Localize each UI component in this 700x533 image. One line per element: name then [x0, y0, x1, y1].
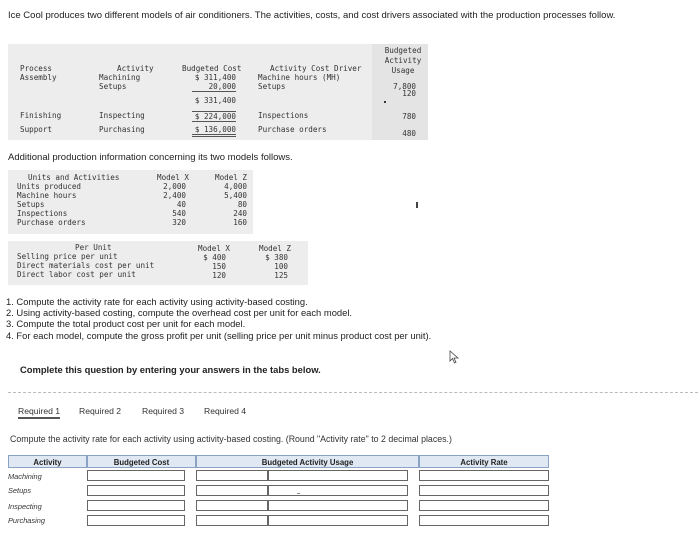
- col-process: Process: [20, 64, 53, 73]
- per-unit-row-z: $ 380: [265, 253, 288, 262]
- row-activity-inspecting: Inspecting: [99, 111, 145, 120]
- units-row-x: 40: [176, 200, 186, 209]
- per-unit-col-model-x: Model X: [198, 244, 231, 253]
- row-activity-purchasing: Purchasing: [99, 125, 145, 134]
- units-row-label: Inspections: [17, 209, 68, 218]
- per-unit-row-label: Direct labor cost per unit: [17, 270, 136, 279]
- activity-rate-input[interactable]: [419, 470, 549, 481]
- grid-row-label: Machining: [8, 472, 42, 481]
- units-col-model-x: Model X: [157, 173, 190, 182]
- units-row-z: 5,400: [224, 191, 247, 200]
- tabs-bar: [8, 392, 698, 427]
- row-driver-inspecting: Inspections: [258, 111, 309, 120]
- row-usage-setups: 120: [402, 89, 416, 98]
- per-unit-row-x: $ 400: [203, 253, 226, 262]
- budgeted-cost-input[interactable]: [87, 470, 185, 481]
- question-2: 2. Using activity-based costing, compute the overhead cost per unit for each model.: [6, 307, 353, 319]
- row-process-assembly: Assembly: [20, 73, 57, 82]
- grid-row-label: Purchasing: [8, 516, 45, 525]
- per-unit-row-x: 120: [212, 271, 226, 280]
- col-budgeted-cost: Budgeted Cost: [182, 64, 242, 73]
- grid-header-usage: Budgeted Activity Usage: [196, 455, 419, 468]
- complete-instruction: Complete this question by entering your answers in the tabs below.: [20, 364, 321, 375]
- row-driver-purchasing: Purchase orders: [258, 125, 327, 134]
- usage-unit-input[interactable]: [268, 515, 408, 526]
- activity-rate-input[interactable]: [419, 500, 549, 511]
- activity-rate-input[interactable]: [419, 485, 549, 496]
- tab-required-2[interactable]: Required 2: [79, 406, 122, 416]
- row-usage-inspecting: 780: [402, 112, 416, 121]
- usage-input[interactable]: [196, 470, 268, 481]
- row-process-finishing: Finishing: [20, 111, 62, 120]
- budgeted-cost-input[interactable]: [87, 515, 185, 526]
- grid-row-label: Inspecting: [8, 502, 42, 511]
- problem-intro: Ice Cool produces two different models of air conditioners. The activities, costs, and cost drivers associated with the production processes follow.: [8, 10, 616, 21]
- grid-header-activity: Activity: [8, 455, 87, 468]
- divider-mark: [297, 493, 300, 494]
- row-cost-subtotal: $ 331,400: [194, 96, 236, 105]
- col-activity: Activity: [117, 64, 154, 73]
- row-cost-setups: 20,000: [192, 82, 236, 92]
- grid-header-activity-rate: Activity Rate: [419, 455, 549, 468]
- row-cost-purchasing: $ 136,000: [192, 125, 236, 137]
- usage-unit-input[interactable]: [268, 485, 408, 496]
- row-process-support: Support: [20, 125, 53, 134]
- per-unit-row-z: 125: [274, 271, 288, 280]
- row-cost-machining: $ 311,400: [194, 73, 236, 82]
- row-activity-machining: Machining: [99, 73, 141, 82]
- stray-mark: [416, 202, 418, 208]
- usage-unit-input[interactable]: [268, 470, 408, 481]
- col-usage: Budgeted Activity Usage: [384, 46, 422, 75]
- units-col-model-z: Model Z: [215, 173, 248, 182]
- question-1: 1. Compute the activity rate for each activity using activity-based costing.: [6, 296, 308, 307]
- units-row-label: Machine hours: [17, 191, 77, 200]
- dot-mark: [384, 101, 386, 103]
- budgeted-cost-input[interactable]: [87, 500, 185, 511]
- additional-info: Additional production information concerning its two models follows.: [8, 152, 293, 163]
- units-row-label: Purchase orders: [17, 218, 86, 227]
- answer-grid: [8, 455, 549, 531]
- units-row-x: 2,400: [163, 191, 186, 200]
- tab-required-3[interactable]: Required 3: [142, 406, 185, 416]
- per-unit-header: Per Unit: [75, 243, 112, 252]
- per-unit-row-x: 150: [212, 262, 226, 271]
- per-unit-row-label: Selling price per unit: [17, 252, 118, 261]
- pointer-cursor-icon: [449, 350, 461, 364]
- tab-required-4[interactable]: Required 4: [204, 406, 247, 416]
- row-driver-machining: Machine hours (MH): [258, 73, 341, 82]
- units-row-z: 160: [233, 218, 247, 227]
- activity-rate-input[interactable]: [419, 515, 549, 526]
- units-header: Units and Activities: [28, 173, 120, 182]
- question-list: [6, 296, 696, 341]
- units-row-label: Units produced: [17, 182, 82, 191]
- units-row-x: 540: [172, 209, 186, 218]
- usage-unit-input[interactable]: [268, 500, 408, 511]
- tab-required-1[interactable]: Required 1: [18, 406, 60, 419]
- units-row-x: 2,000: [163, 182, 186, 191]
- row-cost-inspecting: $ 224,000: [192, 111, 236, 122]
- units-row-label: Setups: [17, 200, 45, 209]
- row-driver-setups: Setups: [258, 82, 286, 91]
- per-unit-row-label: Direct materials cost per unit: [17, 261, 155, 270]
- units-row-z: 240: [233, 209, 247, 218]
- grid-header-budgeted-cost: Budgeted Cost: [87, 455, 196, 468]
- usage-input[interactable]: [196, 515, 268, 526]
- col-cost-driver: Activity Cost Driver: [270, 64, 362, 73]
- units-row-z: 4,000: [224, 182, 247, 191]
- budgeted-cost-input[interactable]: [87, 485, 185, 496]
- per-unit-col-model-z: Model Z: [259, 244, 292, 253]
- question-4: 4. For each model, compute the gross profit per unit (selling price per unit minus product cost per unit).: [6, 329, 432, 341]
- tab-instruction: Compute the activity rate for each activity using activity-based costing. (Round "Activity rate" to 2 decimal places.): [10, 434, 452, 444]
- row-usage-machining: 7,800: [393, 82, 416, 91]
- question-3: 3. Compute the total product cost per unit for each model.: [6, 318, 246, 330]
- grid-row-label: Setups: [8, 486, 32, 495]
- usage-input[interactable]: [196, 485, 268, 496]
- row-activity-setups: Setups: [99, 82, 127, 91]
- row-usage-purchasing: 480: [402, 129, 416, 138]
- units-row-x: 320: [172, 218, 186, 227]
- usage-input[interactable]: [196, 500, 268, 511]
- per-unit-row-z: 100: [274, 262, 288, 271]
- units-row-z: 80: [237, 200, 247, 209]
